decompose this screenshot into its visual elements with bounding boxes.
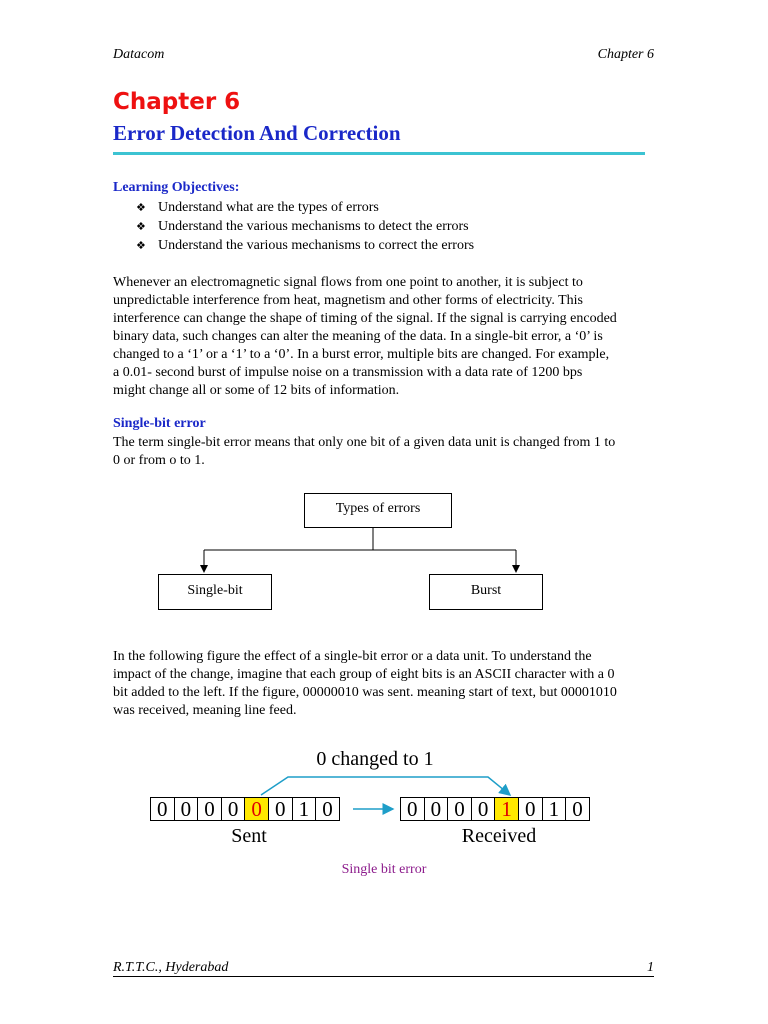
figure-caption: Single bit error — [341, 862, 427, 877]
intro-paragraph: Whenever an electromagnetic signal flows from one point to another, it is subject to unpredictable interference from heat, magnetism and other forms of electricity. This interference can change the shape of timing of the signal. If the signal is carrying encoded binary data, such changes can alter the meaning of the data. In a single-bit error, a ‘0’ is changed to a ‘1’ or a ‘1’ to a ‘0’. In a burst error, multiple bits are changed. For example, a 0.01- second burst of impulse noise on a transmission with a data rate of 1200 bps might change all or some of 12 bits of information. — [113, 275, 617, 398]
diamond-bullet-icon: ❖ — [136, 239, 146, 252]
sent-bit-cell: 0 — [150, 797, 175, 821]
footer-left: R.T.T.C., Hyderabad — [113, 960, 229, 975]
page-number: 1 — [647, 960, 654, 975]
chapter-number-title: Chapter 6 — [113, 89, 241, 115]
received-bit-cell: 0 — [400, 797, 425, 821]
sent-bit-cell: 0 — [174, 797, 199, 821]
running-header-right: Chapter 6 — [597, 47, 654, 62]
objective-item: ❖ Understand the various mechanisms to correct the errors — [136, 238, 475, 253]
objective-item: ❖ Understand the various mechanisms to detect the errors — [136, 219, 469, 234]
footer-rule — [113, 976, 654, 977]
sent-bit-cell: 0 — [244, 797, 269, 821]
sent-bit-cell: 0 — [197, 797, 222, 821]
received-bit-cell: 0 — [424, 797, 449, 821]
sent-bit-cell: 1 — [292, 797, 317, 821]
objectives-heading: Learning Objectives: — [113, 180, 240, 195]
change-arrow — [261, 777, 510, 795]
sent-label: Sent — [231, 825, 267, 847]
diamond-bullet-icon: ❖ — [136, 201, 146, 214]
received-bit-row — [401, 797, 590, 821]
tree-left-box: Single-bit — [158, 574, 272, 610]
received-label: Received — [461, 825, 537, 847]
received-bit-cell: 0 — [447, 797, 472, 821]
received-bit-cell: 1 — [494, 797, 519, 821]
bit-figure — [150, 748, 600, 854]
sent-bit-cell: 0 — [315, 797, 340, 821]
received-bit-cell: 0 — [565, 797, 590, 821]
figure-explanation: In the following figure the effect of a single-bit error or a data unit. To understand the impact of the change, imagine that each group of eight bits is an ASCII character with a 0 bit added to the left. If the figure, 00000010 was sent. meaning start of text, but 00001010 was received, meaning line feed. — [113, 649, 617, 718]
received-bit-cell: 0 — [518, 797, 543, 821]
received-bit-cell: 1 — [542, 797, 567, 821]
tree-right-box: Burst — [429, 574, 543, 610]
single-bit-paragraph: The term single-bit error means that only one bit of a given data unit is changed from 1 to 0 or from o to 1. — [113, 435, 616, 468]
diamond-bullet-icon: ❖ — [136, 220, 146, 233]
tree-root-box: Types of errors — [304, 493, 452, 528]
single-bit-heading: Single-bit error — [113, 416, 206, 431]
received-bit-cell: 0 — [471, 797, 496, 821]
chapter-title: Error Detection And Correction — [113, 121, 401, 145]
sent-bit-row — [151, 797, 340, 821]
running-header-left: Datacom — [113, 47, 165, 62]
objective-item: ❖ Understand what are the types of errors — [136, 200, 379, 215]
sent-bit-cell: 0 — [268, 797, 293, 821]
change-label: 0 changed to 1 — [316, 748, 434, 770]
sent-bit-cell: 0 — [221, 797, 246, 821]
